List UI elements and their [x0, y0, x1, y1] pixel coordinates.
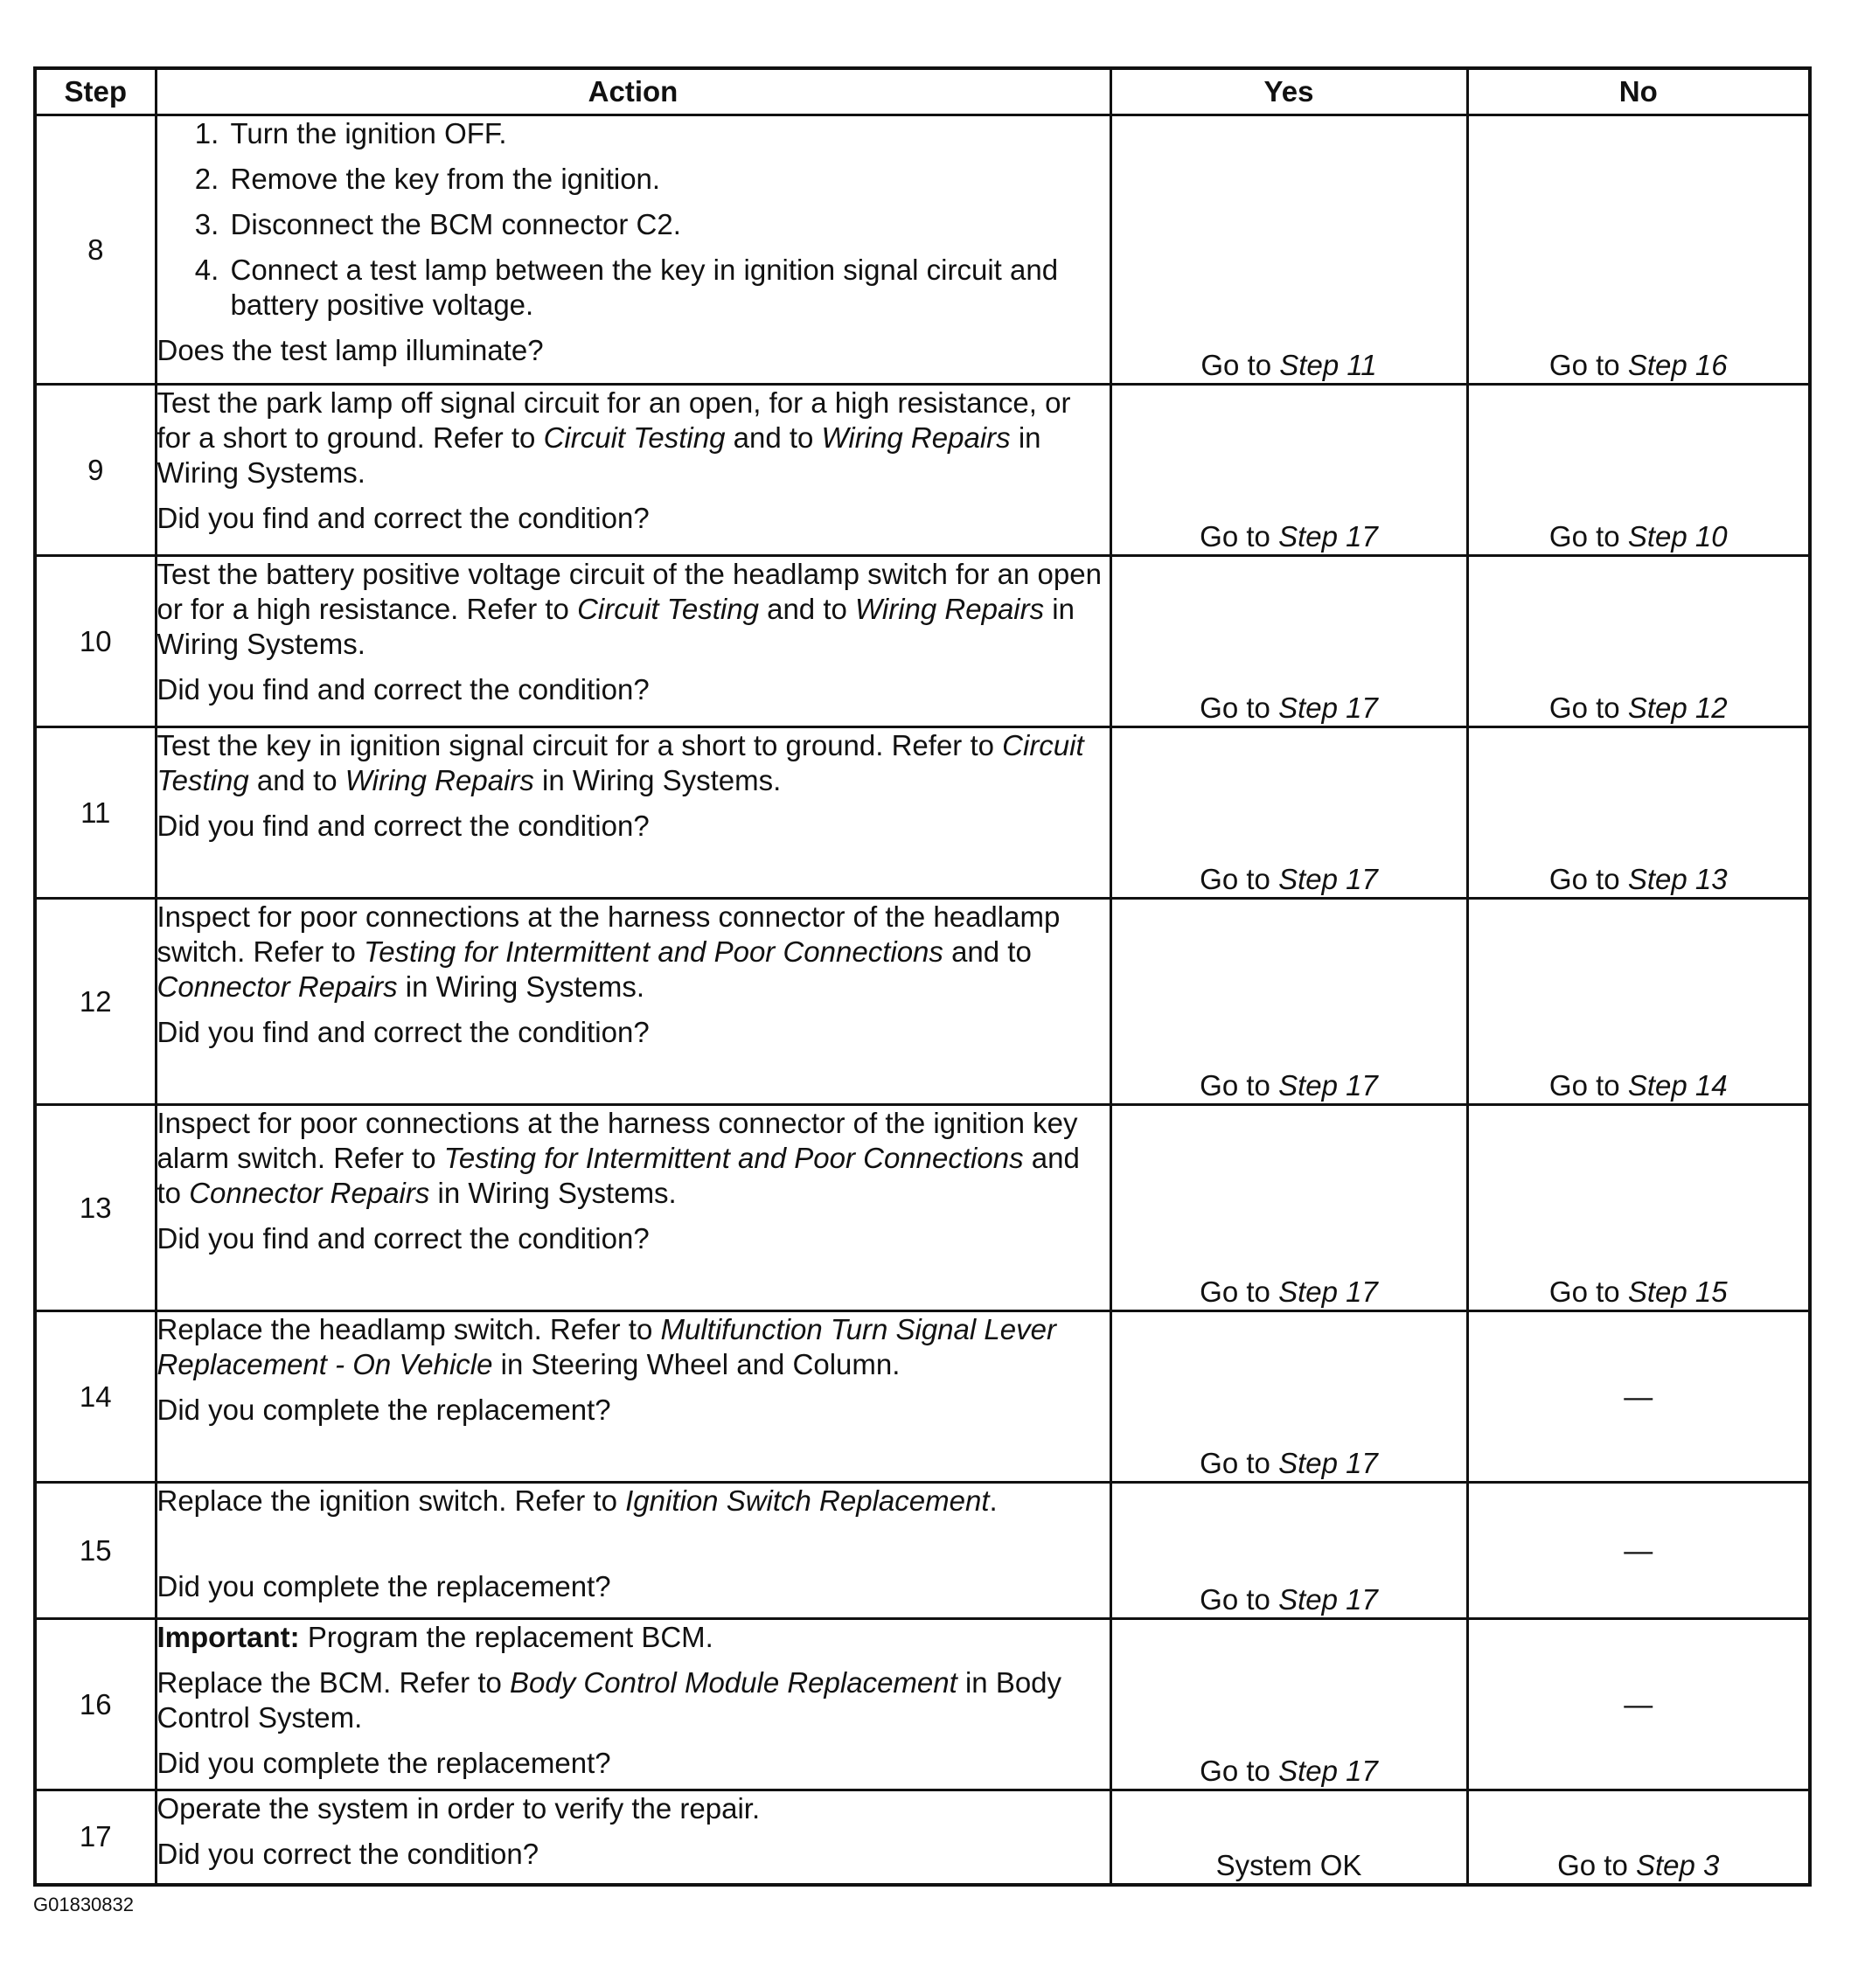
yes-step-link[interactable]: Step 17: [1278, 1583, 1378, 1616]
diagnostic-page: [33, 66, 1808, 1887]
action-question: Did you find and correct the condition?: [157, 673, 650, 706]
table-row-step-9: [35, 385, 1810, 556]
yes-prefix: Go to: [1200, 1069, 1279, 1102]
no-cell: [1467, 1619, 1810, 1790]
action-question: Did you complete the replacement?: [157, 1394, 611, 1426]
reference-link[interactable]: Wiring Repairs: [821, 421, 1011, 454]
yes-prefix: Go to: [1200, 349, 1280, 381]
action-text-part: Replace the BCM. Refer to: [157, 1666, 511, 1699]
yes-step-link[interactable]: Step 17: [1278, 1755, 1378, 1787]
action-question: Did you find and correct the condition?: [157, 1016, 650, 1048]
no-step-link[interactable]: Step 12: [1627, 692, 1728, 724]
table-row-step-16: [35, 1619, 1810, 1790]
no-prefix: Go to: [1548, 520, 1628, 553]
action-text-part: in Body Control System.: [157, 1666, 1062, 1734]
yes-cell: [1110, 1790, 1467, 1885]
no-dash: —: [1624, 1687, 1653, 1720]
header-no: No: [1467, 68, 1810, 115]
action-text-part: Inspect for poor connections at the harness connector of the headlamp switch. Refer to: [157, 900, 1061, 968]
action-cell: [156, 1105, 1110, 1311]
yes-cell: [1110, 385, 1467, 556]
action-cell: [156, 385, 1110, 556]
no-step-link[interactable]: Step 3: [1635, 1848, 1720, 1881]
important-label: Important:: [157, 1621, 300, 1653]
no-prefix: Go to: [1548, 1069, 1628, 1102]
procedure-item: 1. Turn the ignition OFF.: [227, 116, 1110, 151]
step-number: 15: [35, 1483, 156, 1619]
action-question: Did you correct the condition?: [157, 1838, 539, 1870]
procedure-list: [157, 116, 1110, 323]
action-text-part: Operate the system in order to verify the repair.: [157, 1792, 761, 1825]
yes-cell: [1110, 899, 1467, 1105]
action-text-part: in Wiring Systems.: [157, 593, 1075, 660]
no-cell: [1467, 385, 1810, 556]
table-row-step-14: [35, 1311, 1810, 1483]
reference-link[interactable]: Circuit Testing: [157, 729, 1084, 796]
table-row-step-12: [35, 899, 1810, 1105]
no-step-link[interactable]: Step 13: [1627, 863, 1728, 895]
action-text-part: Replace the ignition switch. Refer to: [157, 1484, 626, 1517]
action-text: [157, 1484, 1110, 1519]
action-text-part: .: [989, 1484, 998, 1517]
header-action: Action: [156, 68, 1110, 115]
action-text-part: in Wiring Systems.: [533, 764, 782, 796]
action-text-part: and to: [943, 935, 1032, 968]
reference-link[interactable]: Ignition Switch Replacement: [625, 1484, 990, 1517]
no-cell: [1467, 727, 1810, 899]
action-cell: [156, 1790, 1110, 1885]
no-cell: [1467, 1483, 1810, 1619]
yes-cell: [1110, 1619, 1467, 1790]
table-row-step-10: [35, 556, 1810, 727]
no-step-link[interactable]: Step 10: [1627, 520, 1728, 553]
action-text-part: in Steering Wheel and Column.: [492, 1348, 901, 1380]
figure-id: G01830832: [33, 1894, 134, 1915]
action-text: [157, 1106, 1110, 1211]
yes-prefix: Go to: [1200, 1755, 1279, 1787]
action-text-part: Test the key in ignition signal circuit for a short to ground. Refer to: [157, 729, 1003, 761]
reference-link[interactable]: Circuit Testing: [543, 421, 726, 454]
yes-cell: [1110, 1311, 1467, 1483]
yes-cell: [1110, 727, 1467, 899]
reference-link[interactable]: Connector Repairs: [189, 1177, 430, 1209]
important-text: Program the replacement BCM.: [299, 1621, 713, 1653]
no-step-link[interactable]: Step 14: [1627, 1069, 1728, 1102]
yes-prefix: Go to: [1200, 692, 1279, 724]
action-text: [157, 557, 1110, 662]
yes-cell: [1110, 1105, 1467, 1311]
reference-link[interactable]: Multifunction Turn Signal Lever Replacement - On Vehicle: [157, 1313, 1056, 1380]
table-row-step-17: [35, 1790, 1810, 1885]
yes-cell: [1110, 115, 1467, 385]
action-cell: [156, 115, 1110, 385]
action-text-part: Inspect for poor connections at the harness connector of the ignition key alarm switch. Refer to: [157, 1107, 1078, 1174]
action-question: Did you complete the replacement?: [157, 1570, 611, 1602]
diagnostic-table: [33, 66, 1812, 1887]
action-cell: [156, 1311, 1110, 1483]
no-prefix: Go to: [1548, 863, 1628, 895]
no-cell: [1467, 1105, 1810, 1311]
action-text-part: Replace the headlamp switch. Refer to: [157, 1313, 661, 1345]
header-yes: Yes: [1110, 68, 1467, 115]
reference-link[interactable]: Body Control Module Replacement: [510, 1666, 957, 1699]
yes-prefix: Go to: [1200, 1583, 1279, 1616]
no-prefix: Go to: [1548, 1276, 1628, 1308]
no-cell: [1467, 115, 1810, 385]
action-text-part: and to: [248, 764, 345, 796]
important-note: [157, 1620, 1110, 1655]
yes-cell: [1110, 1483, 1467, 1619]
yes-step-link[interactable]: Step 17: [1278, 1447, 1378, 1479]
yes-result: System OK: [1215, 1848, 1362, 1881]
no-dash: —: [1624, 1380, 1653, 1413]
action-cell: [156, 1619, 1110, 1790]
step-number: 17: [35, 1790, 156, 1885]
action-text: [157, 386, 1110, 490]
yes-step-link[interactable]: Step 17: [1278, 863, 1378, 895]
yes-step-link[interactable]: Step 17: [1278, 692, 1378, 724]
action-question: Did you find and correct the condition?: [157, 810, 650, 842]
yes-step-link[interactable]: Step 17: [1278, 1276, 1378, 1308]
yes-cell: [1110, 556, 1467, 727]
no-prefix: Go to: [1557, 1848, 1636, 1881]
table-row-step-8: [35, 115, 1810, 385]
yes-prefix: Go to: [1200, 1447, 1279, 1479]
reference-link[interactable]: Connector Repairs: [157, 970, 398, 1003]
step-number: 11: [35, 727, 156, 899]
action-cell: [156, 556, 1110, 727]
table-row-step-11: [35, 727, 1810, 899]
action-text-part: and to: [758, 593, 856, 625]
procedure-item: 3. Disconnect the BCM connector C2.: [227, 207, 1110, 242]
action-cell: [156, 727, 1110, 899]
step-number: 13: [35, 1105, 156, 1311]
procedure-item: 4. Connect a test lamp between the key in ignition signal circuit and battery positive voltage.: [227, 253, 1110, 323]
action-text-part: and to: [725, 421, 822, 454]
action-text-part: in Wiring Systems.: [157, 421, 1041, 489]
step-number: 9: [35, 385, 156, 556]
no-cell: [1467, 1790, 1810, 1885]
yes-step-link[interactable]: Step 17: [1278, 1069, 1378, 1102]
yes-prefix: Go to: [1200, 863, 1279, 895]
no-cell: [1467, 1311, 1810, 1483]
action-text: [157, 1665, 1110, 1735]
table-row-step-15: [35, 1483, 1810, 1619]
action-text-part: Test the park lamp off signal circuit for an open, for a high resistance, or for a short to ground. Refer to: [157, 386, 1071, 454]
action-question: Did you find and correct the condition?: [157, 502, 650, 534]
no-prefix: Go to: [1548, 349, 1628, 381]
action-question: Did you find and correct the condition?: [157, 1222, 650, 1255]
no-step-link[interactable]: Step 15: [1627, 1276, 1728, 1308]
header-row: [35, 68, 1810, 115]
no-cell: [1467, 899, 1810, 1105]
step-number: 8: [35, 115, 156, 385]
no-dash: —: [1624, 1533, 1653, 1567]
action-cell: [156, 899, 1110, 1105]
yes-prefix: Go to: [1200, 520, 1279, 553]
yes-prefix: Go to: [1200, 1276, 1279, 1308]
header-step: Step: [35, 68, 156, 115]
action-question: Does the test lamp illuminate?: [157, 334, 544, 366]
action-text: [157, 1791, 1110, 1826]
step-number: 14: [35, 1311, 156, 1483]
reference-link[interactable]: Circuit Testing: [577, 593, 759, 625]
action-cell: [156, 1483, 1110, 1619]
no-prefix: Go to: [1548, 692, 1628, 724]
no-step-link[interactable]: Step 16: [1627, 349, 1728, 381]
action-text-part: in Wiring Systems.: [429, 1177, 677, 1209]
reference-link[interactable]: Testing for Intermittent and Poor Connections: [443, 1142, 1024, 1174]
no-cell: [1467, 556, 1810, 727]
procedure-item: 2. Remove the key from the ignition.: [227, 162, 1110, 197]
action-text-part: Test the battery positive voltage circuit of the headlamp switch for an open or for a high resistance. Refer to: [157, 558, 1102, 625]
action-text: [157, 728, 1110, 798]
table-row-step-13: [35, 1105, 1810, 1311]
action-text-part: and to: [157, 1142, 1080, 1209]
action-text: [157, 900, 1110, 1004]
reference-link[interactable]: Wiring Repairs: [855, 593, 1045, 625]
step-number: 12: [35, 899, 156, 1105]
yes-step-link[interactable]: Step 11: [1279, 349, 1377, 381]
action-question: Did you complete the replacement?: [157, 1747, 611, 1779]
yes-step-link[interactable]: Step 17: [1278, 520, 1378, 553]
action-text-part: in Wiring Systems.: [397, 970, 645, 1003]
step-number: 10: [35, 556, 156, 727]
reference-link[interactable]: Wiring Repairs: [344, 764, 534, 796]
step-number: 16: [35, 1619, 156, 1790]
action-text: [157, 1312, 1110, 1382]
reference-link[interactable]: Testing for Intermittent and Poor Connections: [364, 935, 943, 968]
